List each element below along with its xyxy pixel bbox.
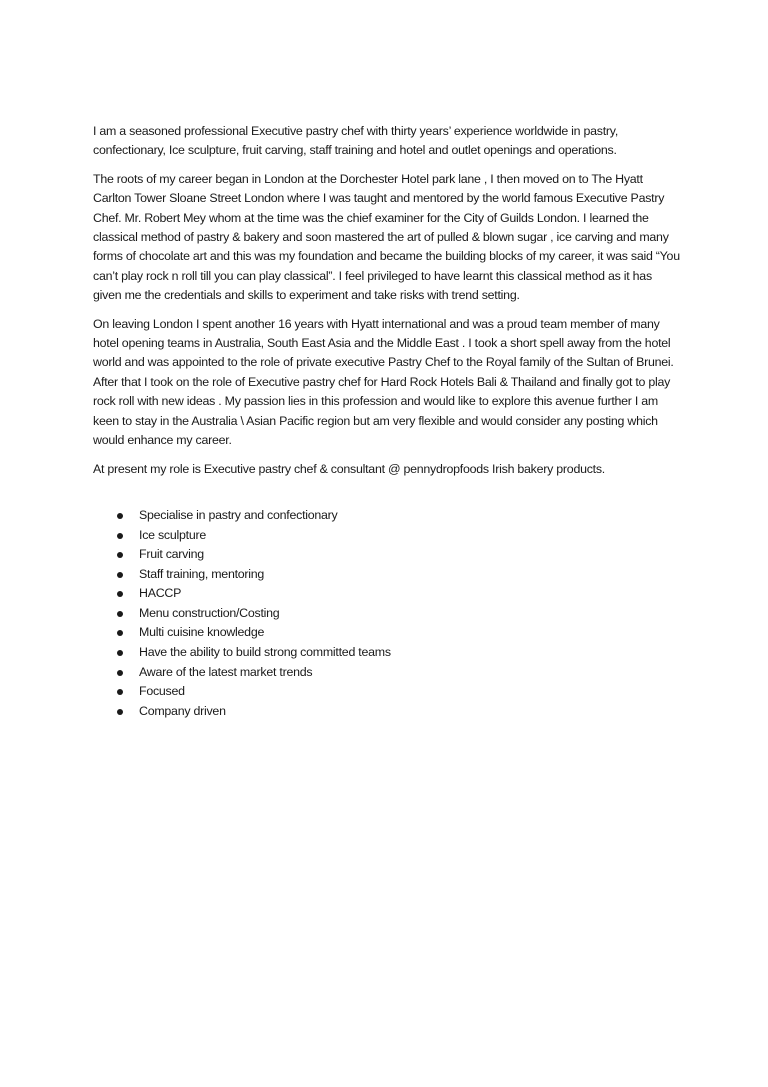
list-item-label: HACCP: [139, 586, 182, 601]
bullet-icon: [117, 689, 123, 695]
bullet-icon: [117, 611, 123, 617]
list-item: [93, 604, 683, 624]
bullet-icon: [117, 670, 123, 676]
list-item: [93, 643, 683, 663]
list-item: [93, 702, 683, 722]
list-item: [93, 663, 683, 683]
list-item-label: Company driven: [139, 703, 226, 718]
list-item: [93, 623, 683, 643]
list-item: [93, 565, 683, 585]
bullet-icon: [117, 709, 123, 715]
document-body: [93, 122, 683, 721]
paragraph-current-role: At present my role is Executive pastry chef & consultant @ pennydropfoods Irish bakery products.: [93, 461, 605, 476]
bullet-icon: [117, 572, 123, 578]
list-item: [93, 526, 683, 546]
list-item-label: Ice sculpture: [139, 527, 206, 542]
list-item: [93, 545, 683, 565]
bullet-icon: [117, 552, 123, 558]
list-item-label: Focused: [139, 684, 185, 699]
skills-list: [93, 506, 683, 722]
bullet-icon: [117, 591, 123, 597]
list-item: [93, 506, 683, 526]
list-item-label: Specialise in pastry and confectionary: [139, 507, 338, 522]
list-item-label: Multi cuisine knowledge: [139, 625, 265, 640]
bullet-icon: [117, 630, 123, 636]
bullet-icon: [117, 650, 123, 656]
list-item: [93, 584, 683, 604]
list-item-label: Have the ability to build strong committed teams: [139, 645, 391, 660]
bullet-icon: [117, 533, 123, 539]
list-item-label: Staff training, mentoring: [139, 566, 265, 581]
list-item-label: Menu construction/Costing: [139, 605, 280, 620]
list-item-label: Aware of the latest market trends: [139, 664, 313, 679]
list-item: [93, 682, 683, 702]
list-item-label: Fruit carving: [139, 547, 204, 562]
paragraph-career-roots: The roots of my career began in London at the Dorchester Hotel park lane , I then moved on to The Hyatt Carlton Tower Sloane Street London where I was taught and mentored by the world famous Executive Pastry Chef. Mr. Robert Mey whom at the time was the chief examiner for the City of Guilds London. I learned the classical method of pastry & bakery and soon mastered the art of pulled & blown sugar , ice carving and many forms of chocolate art and this was my foundation and became the building blocks of my career, it was said “You can’t play rock n roll till you can play classical”. I feel privileged to have learnt this classical method as it has given me the credentials and skills to experiment and take risks with trend setting.: [93, 171, 680, 303]
bullet-icon: [117, 513, 123, 519]
paragraph-intro: I am a seasoned professional Executive pastry chef with thirty years’ experience worldwide in pastry, confectionary, Ice sculpture, fruit carving, staff training and hotel and outlet openings and operations.: [93, 124, 619, 158]
paragraph-hyatt-career: On leaving London I spent another 16 years with Hyatt international and was a proud team member of many hotel opening teams in Australia, South East Asia and the Middle East . I took a short spell away from the hotel world and was appointed to the role of private executive Pastry Chef to the Royal family of the Sultan of Brunei. After that I took on the role of Executive pastry chef for Hard Rock Hotels Bali & Thailand and finally got to play rock roll with new ideas . My passion lies in this profession and would like to explore this avenue further I am keen to stay in the Australia \ Asian Pacific region but am very flexible and would consider any posting which would enhance my career.: [93, 316, 674, 448]
